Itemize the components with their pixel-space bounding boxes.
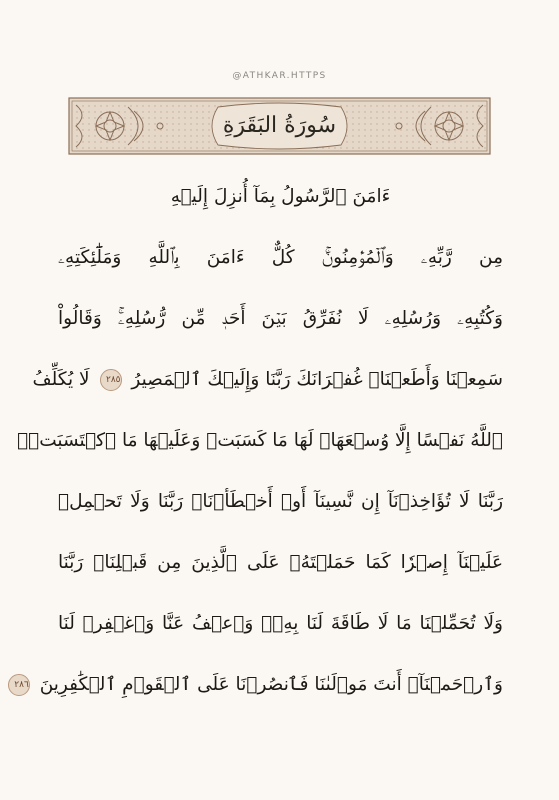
verse-line-text: وَٱرۡحَمۡنَآۚ أَنتَ مَوۡلَىٰنَا فَٱنصُرۡنَا عَلَى ٱلۡقَوۡمِ ٱلۡكَٰفِرِينَ — [39, 674, 503, 695]
verse-line: وَلَا تُحَمِّلۡنَا مَا لَا طَاقَةَ لَنَا بِهِۦۖ وَٱعۡفُ عَنَّا وَٱغۡفِرۡ لَنَا — [58, 613, 503, 634]
verse-line: مِن رَّبِّهِۦ وَٱلۡمُؤۡمِنُونَۚ كُلٌّ ءَامَنَ بِٱللَّهِ وَمَلَٰٓئِكَتِهِۦ — [58, 247, 503, 268]
verse-line: ٱللَّهُ نَفۡسًا إِلَّا وُسۡعَهَاۚ لَهَا مَا كَسَبَتۡ وَعَلَيۡهَا مَا ٱكۡتَسَبَتۡۗ — [17, 430, 503, 451]
ayah-marker-285: ٢٨٥ — [100, 369, 122, 391]
watermark: @ATHKAR.HTTPS — [232, 71, 327, 81]
verse-line — [14, 654, 503, 715]
verse-line-text: سَمِعۡنَا وَأَطَعۡنَاۖ غُفۡرَانَكَ رَبَّنَا وَإِلَيۡكَ ٱلۡمَصِيرُ — [131, 369, 503, 390]
verse-line: رَبَّنَا لَا تُؤَاخِذۡنَآ إِن نَّسِينَآ أَوۡ أَخۡطَأۡنَاۚ رَبَّنَا وَلَا تَحۡمِلۡ — [58, 491, 503, 512]
surah-header-frame — [68, 97, 491, 155]
verse-line: عَلَيۡنَآ إِصۡرٗا كَمَا حَمَلۡتَهُۥ عَلَى ٱلَّذِينَ مِن قَبۡلِنَاۚ رَبَّنَا — [58, 552, 503, 573]
verse-line-tail: لَا يُكَلِّفُ — [32, 369, 90, 390]
ayah-marker-286: ٢٨٦ — [8, 674, 30, 696]
verse-line — [32, 349, 503, 410]
verse-line: ءَامَنَ ٱلرَّسُولُ بِمَآ أُنزِلَ إِلَيۡهِ — [170, 186, 391, 207]
verses-block — [14, 166, 503, 715]
verse-line: وَكُتُبِهِۦ وَرُسُلِهِۦ لَا نُفَرِّقُ بَيۡنَ أَحَدٖ مِّن رُّسُلِهِۦۚ وَقَالُواْ — [58, 308, 503, 329]
surah-title: سُورَةُ البَقَرَةِ — [222, 113, 337, 138]
